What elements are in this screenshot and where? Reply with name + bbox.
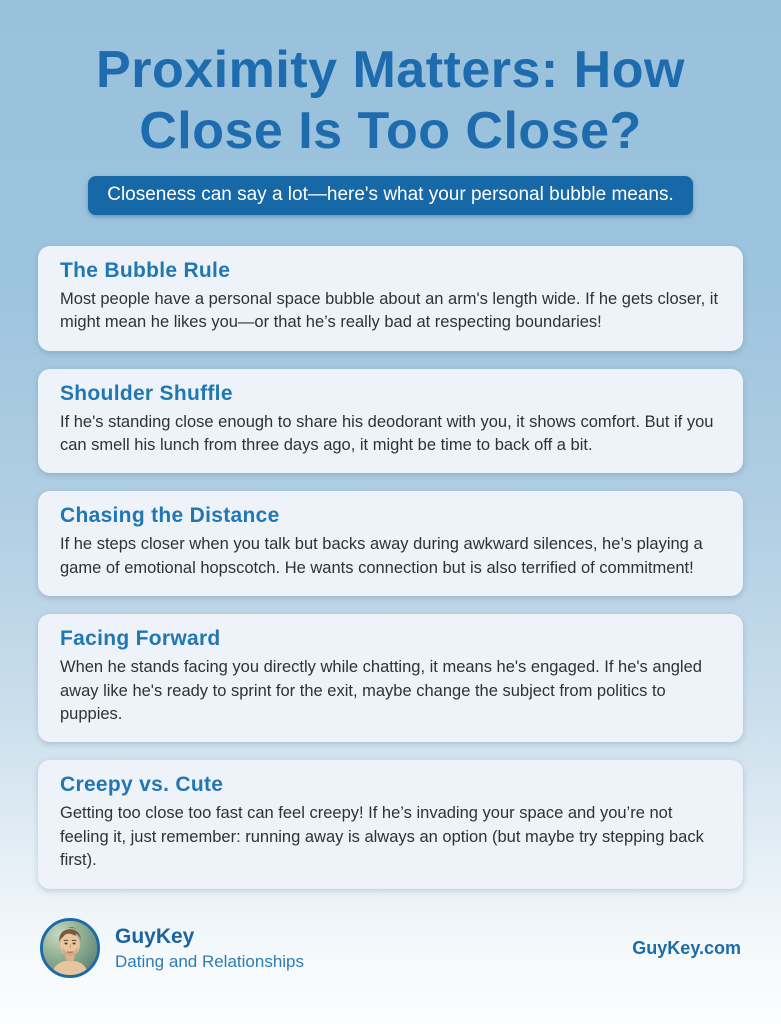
card-body: When he stands facing you directly while chatting, it means he's engaged. If he's angled away like he's ready to sprint for the exit, maybe change the subject from politics to puppies. xyxy=(60,658,702,724)
page-title-line2: Close Is Too Close? xyxy=(139,101,642,160)
card-chasing-the-distance xyxy=(38,491,743,596)
card-heading: Facing Forward xyxy=(60,627,221,651)
card-body: Most people have a personal space bubble about an arm's length wide. If he gets closer, it might mean he likes you—or that he’s really bad at respecting boundaries! xyxy=(60,289,719,332)
brand-tagline: Dating and Relationships xyxy=(115,951,305,971)
brand-text xyxy=(115,925,304,972)
card-body: Getting too close too fast can feel creepy! If he’s invading your space and you’re not feeling it, just remember: running away is always an option (but maybe try stepping back first). xyxy=(60,804,704,870)
avatar xyxy=(40,918,100,978)
avatar-portrait-icon xyxy=(43,921,97,975)
page-title-line1: Proximity Matters: How xyxy=(96,41,685,99)
card-heading: The Bubble Rule xyxy=(60,258,231,282)
card-shoulder-shuffle xyxy=(38,369,743,474)
card-body: If he steps closer when you talk but backs away during awkward silences, he’s playing a game of emotional hopscotch. He wants connection but is also terrified of commitment! xyxy=(60,535,703,577)
header xyxy=(0,0,781,215)
card-heading: Chasing the Distance xyxy=(60,504,280,528)
brand-name: GuyKey xyxy=(115,924,195,948)
footer xyxy=(0,918,781,978)
card-creepy-vs-cute xyxy=(38,760,743,888)
card-heading: Creepy vs. Cute xyxy=(60,773,224,797)
subtitle-badge: Closeness can say a lot—here's what your personal bubble means. xyxy=(88,176,693,215)
card-body: If he's standing close enough to share his deodorant with you, it shows comfort. But if you can smell his lunch from three days ago, it might be time to back off a bit. xyxy=(60,412,714,454)
website-link: GuyKey.com xyxy=(632,937,741,958)
brand-block xyxy=(40,918,304,978)
page-title xyxy=(0,40,781,162)
card-list xyxy=(38,246,743,889)
card-facing-forward xyxy=(38,614,743,742)
card-bubble-rule xyxy=(38,246,743,351)
card-heading: Shoulder Shuffle xyxy=(60,381,233,405)
